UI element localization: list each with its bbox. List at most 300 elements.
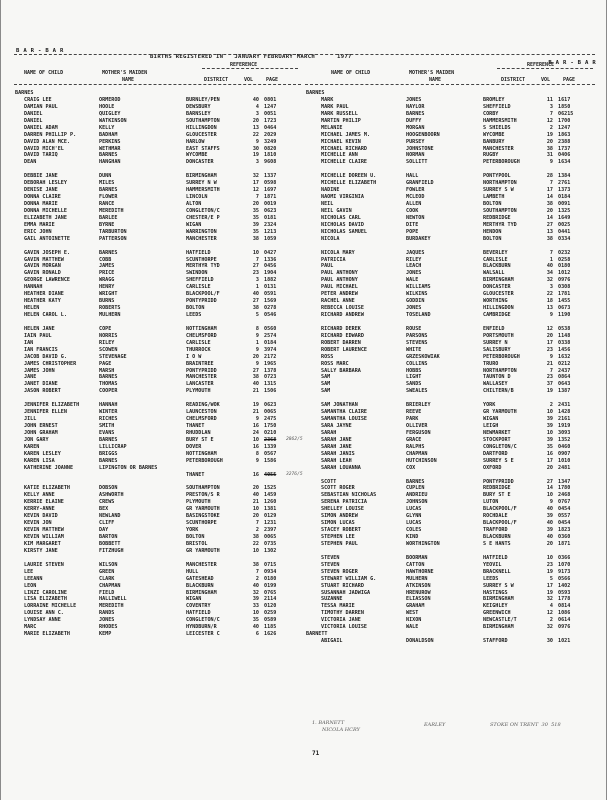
volume: 2 <box>549 402 553 409</box>
table-row <box>305 562 595 569</box>
volume: 18 <box>546 298 553 305</box>
mother-maiden-name: PARSONS <box>406 332 428 339</box>
volume: 32 <box>546 624 553 631</box>
volume: 22 <box>252 540 259 547</box>
page: 2574 <box>264 332 277 339</box>
page: 0120 <box>264 603 277 610</box>
mother-maiden-name: SANDS <box>406 381 422 388</box>
handwritten-note-name: 1. BARNETT <box>312 720 345 726</box>
page: 0406 <box>558 152 571 159</box>
table-row <box>14 347 301 354</box>
table-row <box>305 146 595 153</box>
table-row <box>14 118 301 125</box>
child-name: JANE <box>24 374 37 381</box>
mother-maiden-name: MCLEOD <box>406 194 425 201</box>
page: 2437 <box>558 367 571 374</box>
volume: 19 <box>546 131 553 138</box>
table-row <box>305 298 595 305</box>
volume: 14 <box>546 214 553 221</box>
page-number: 71 <box>312 750 320 757</box>
child-name: LOUISE ANN C. <box>24 610 64 617</box>
table-row <box>305 187 595 194</box>
volume: 32 <box>252 173 259 180</box>
volume: 16 <box>252 471 259 478</box>
page: 1059 <box>264 235 277 242</box>
page: 1339 <box>264 443 277 450</box>
page: 1021 <box>558 638 571 645</box>
district: MANCHESTER <box>483 145 514 152</box>
page: 0560 <box>264 325 277 332</box>
page: 1626 <box>264 631 277 638</box>
mother-maiden-name: SOLLITT <box>406 159 428 166</box>
surname-heading: BARNES <box>306 90 325 96</box>
table-row <box>305 263 595 270</box>
district: DARTFORD <box>483 450 508 457</box>
table-row <box>14 340 301 347</box>
page: 0801 <box>264 96 277 103</box>
entries <box>305 638 595 645</box>
mother-maiden-name: KEMP <box>99 631 112 638</box>
child-name: SCOTT <box>321 478 337 485</box>
table-row <box>14 305 301 312</box>
district: THANET <box>186 423 205 430</box>
page: 1871 <box>264 194 277 201</box>
mother-maiden-name: BEX <box>99 506 109 513</box>
table-row <box>14 146 301 153</box>
table-row <box>14 180 301 187</box>
page: 2324 <box>264 221 277 228</box>
table-row <box>14 298 301 305</box>
table-row <box>14 354 301 361</box>
child-name: SAM <box>321 374 331 381</box>
volume: 13 <box>546 228 553 235</box>
table-row <box>305 583 595 590</box>
child-name: MARC <box>24 624 37 631</box>
table-row <box>305 458 595 465</box>
mother-maiden-name: COX <box>406 464 416 471</box>
district: MERTHYR TYD <box>483 221 517 228</box>
table-row <box>305 340 595 347</box>
volume: 10 <box>252 506 259 513</box>
page: 1347 <box>558 478 571 485</box>
table-row <box>305 534 595 541</box>
child-name: RACHEL ANNE <box>321 298 355 305</box>
volume: 31 <box>546 152 553 159</box>
header-mothers-maiden-name: NAME <box>122 77 135 83</box>
group-gap <box>305 166 595 173</box>
child-name: JACOB DAVID G. <box>24 353 67 360</box>
child-name: DANIEL ADAM <box>24 124 58 131</box>
page: 1070 <box>558 561 571 568</box>
mother-maiden-name: NIXON <box>406 617 422 624</box>
child-name: RICHARD EDWARD <box>321 332 364 339</box>
table-row <box>305 284 595 291</box>
header-reference: REFERENCE <box>230 62 258 68</box>
page: 1148 <box>558 332 571 339</box>
district: CAMBRIDGE <box>483 312 511 319</box>
table-row <box>14 402 301 409</box>
volume: 35 <box>252 207 259 214</box>
district: ALTON <box>186 201 202 208</box>
reference-divider <box>497 68 593 69</box>
child-name: KERRY-ANNE <box>24 506 55 513</box>
child-name: ROSS <box>321 353 334 360</box>
volume: 21 <box>252 388 259 395</box>
district: WORTHING <box>483 298 508 305</box>
table-row <box>14 610 301 617</box>
mother-maiden-name: MILES <box>99 180 115 187</box>
volume: 2 <box>549 617 553 624</box>
district: READING/WOK <box>186 402 220 409</box>
table-row <box>14 534 301 541</box>
child-name: KAREN LESLEY <box>24 450 61 457</box>
table-row <box>305 270 595 277</box>
volume: 40 <box>546 520 553 527</box>
table-row <box>14 291 301 298</box>
table-row <box>14 569 301 576</box>
mother-maiden-name: FLOWER <box>99 194 118 201</box>
mother-maiden-name: NAYLOR <box>406 103 425 110</box>
table-row <box>305 444 595 451</box>
volume: 17 <box>546 187 553 194</box>
mother-maiden-name: BARNES <box>99 152 118 159</box>
table-row <box>305 492 595 499</box>
page: 1871 <box>558 540 571 547</box>
child-name: DANIEL <box>24 110 43 117</box>
table-row <box>305 257 595 264</box>
page: 2172 <box>264 353 277 360</box>
page: 0623 <box>264 402 277 409</box>
district: PETERBOROUGH <box>483 353 520 360</box>
group-gap <box>305 243 595 250</box>
mother-maiden-name: BARNES <box>99 436 118 443</box>
volume: 19 <box>252 152 259 159</box>
mother-maiden-name: BARNES <box>99 187 118 194</box>
district: PONTYPOOL <box>483 173 511 180</box>
child-name: NADINE <box>321 187 340 194</box>
volume: 11 <box>546 96 553 103</box>
district: STAFFORD <box>483 638 508 645</box>
page: 1231 <box>264 520 277 527</box>
volume: 39 <box>546 423 553 430</box>
district: HATFIELD <box>483 554 508 561</box>
volume: 40 <box>252 96 259 103</box>
district: BLACKBURN <box>483 534 511 541</box>
mother-maiden-name: STEVENAGE <box>99 353 127 360</box>
page: 0557 <box>558 513 571 520</box>
page: 0460 <box>558 443 571 450</box>
district: CARLISLE <box>186 284 211 291</box>
child-name: KEVIN JON <box>24 520 52 527</box>
mother-maiden-name: RICHES <box>99 416 118 423</box>
table-row <box>14 139 301 146</box>
mother-maiden-name: COLLINS <box>406 360 428 367</box>
district: YORK <box>186 527 199 534</box>
group-gap <box>305 395 595 402</box>
district: SURREY S W <box>483 187 514 194</box>
mother-maiden-name: ROUSE <box>406 325 422 332</box>
table-row <box>305 215 595 222</box>
page: 1697 <box>264 187 277 194</box>
table-row <box>14 263 301 270</box>
child-name: STEWART WILLIAM G. <box>321 575 377 582</box>
mother-maiden-name: BRIGGS <box>99 450 118 457</box>
district: SOUTHAMPTON <box>483 207 517 214</box>
district: LEEDS <box>186 312 202 319</box>
mother-maiden-name: DUFFY <box>406 117 422 124</box>
district: LINCOLN <box>186 194 208 201</box>
volume: 16 <box>252 423 259 430</box>
header-name-of-child: NAME OF CHILD <box>331 70 371 76</box>
child-name: DENISE JANE <box>24 187 58 194</box>
page: 0614 <box>558 617 571 624</box>
district: DONCASTER <box>483 284 511 291</box>
district: CONGLETON/C <box>186 617 220 624</box>
page: 3974 <box>264 346 277 353</box>
child-name: JAMES JOHN <box>24 367 55 374</box>
child-name: NICHOLAS DAVID <box>321 221 364 228</box>
table-row <box>305 423 595 430</box>
district: BIRMINGHAM <box>483 596 514 603</box>
page: 9608 <box>264 159 277 166</box>
district: PETERBOROUGH <box>186 457 223 464</box>
mother-maiden-name: BYRNE <box>99 221 115 228</box>
child-name: HANNAH <box>24 284 43 291</box>
volume: 38 <box>252 305 259 312</box>
table-row <box>305 222 595 229</box>
volume: 10 <box>252 249 259 256</box>
table-row <box>305 499 595 506</box>
child-name: NEIL <box>321 201 334 208</box>
table-row <box>14 326 301 333</box>
table-row <box>305 506 595 513</box>
child-name: DARREN PHILLIP P. <box>24 131 77 138</box>
volume: 13 <box>252 124 259 131</box>
header-page: PAGE <box>563 77 576 83</box>
table-row <box>305 152 595 159</box>
district: PONTYPRIDD <box>483 478 514 485</box>
divider <box>305 84 595 85</box>
table-row <box>305 610 595 617</box>
child-name: LEE <box>24 568 34 575</box>
child-name: TIMOTHY DARREN <box>321 610 364 617</box>
volume: 33 <box>252 603 259 610</box>
table-row <box>305 305 595 312</box>
child-name: MICHAEL RICHARD <box>321 145 368 152</box>
group-gap <box>305 472 595 479</box>
group-gap <box>14 166 301 173</box>
table-row <box>305 250 595 257</box>
mother-maiden-name: HAWTHORNE <box>406 568 434 575</box>
mother-maiden-name: ATKINSON <box>406 582 431 589</box>
district: I O W <box>186 353 202 360</box>
page: 0593 <box>558 589 571 596</box>
mother-maiden-name: HANNAH <box>99 402 118 409</box>
mother-maiden-name: SCOWEN <box>99 346 118 353</box>
table-row <box>305 374 595 381</box>
volume: 39 <box>546 436 553 443</box>
table-row <box>305 569 595 576</box>
table-row <box>305 180 595 187</box>
volume: 13 <box>546 305 553 312</box>
page: 2368 <box>264 436 277 443</box>
page: 1965 <box>264 360 277 367</box>
volume: 12 <box>546 117 553 124</box>
mother-maiden-name: COBB <box>99 256 112 263</box>
child-name: LISA ELIZABETH <box>24 596 67 603</box>
child-name: SAMANTHA LOUISE <box>321 416 368 423</box>
child-name: MICHELLE DOREEN U. <box>321 173 377 180</box>
child-name: LINZI CAROLINE <box>24 589 67 596</box>
volume: 2 <box>255 575 259 582</box>
header-vol: VOL <box>541 77 551 83</box>
mother-maiden-name: BARTON <box>99 534 118 541</box>
district: SURREY S E <box>483 457 514 464</box>
page: 1260 <box>264 499 277 506</box>
mother-maiden-name: QUIGLEY <box>99 110 121 117</box>
volume: 32 <box>252 589 259 596</box>
volume: 27 <box>252 367 259 374</box>
mother-maiden-name: JONES <box>406 305 422 312</box>
mother-maiden-name: CLIFF <box>99 520 115 527</box>
volume: 3 <box>549 284 553 291</box>
district: REDBRIDGE <box>483 214 511 221</box>
district: BLACKPOOL/F <box>483 520 517 527</box>
page: 1780 <box>558 485 571 492</box>
volume: 27 <box>252 298 259 305</box>
mother-maiden-name: KIND <box>406 534 419 541</box>
child-name: ROBERT LAURENCE <box>321 346 368 353</box>
volume: 37 <box>546 381 553 388</box>
mother-maiden-name: SMITH <box>99 423 115 430</box>
volume: 9 <box>549 159 553 166</box>
mother-maiden-name: KELLY <box>99 124 115 131</box>
page: 1737 <box>558 145 571 152</box>
district: YORK <box>483 402 496 409</box>
mother-maiden-name: JONES <box>99 617 115 624</box>
district: MANCHESTER <box>186 374 217 381</box>
header-reference: REFERENCE <box>527 62 555 68</box>
child-name: CRAIG LEE <box>24 96 52 103</box>
table-row <box>305 132 595 139</box>
mother-maiden-name: WILLIAMS <box>406 284 431 291</box>
page: 0673 <box>558 305 571 312</box>
district: THANET <box>186 471 205 478</box>
district: GLOUCESTER <box>186 131 217 138</box>
district: MANCHESTER <box>186 561 217 568</box>
page: 0598 <box>264 180 277 187</box>
child-name: JANET DIANE <box>24 381 58 388</box>
district: OXFORD <box>483 464 502 471</box>
district: SHEFFIELD <box>483 103 511 110</box>
mother-maiden-name: MULHERN <box>99 312 121 319</box>
mother-maiden-name: LIGHT <box>406 374 422 381</box>
page: 0180 <box>264 575 277 582</box>
district: PONTYPRIDD <box>186 298 217 305</box>
child-name: MICHAEL KEVIN <box>321 138 361 145</box>
district: LUTON <box>483 499 499 506</box>
volume: 27 <box>546 478 553 485</box>
child-name: GAVIN MATTHEW <box>24 256 64 263</box>
mother-maiden-name: BURNS <box>99 298 115 305</box>
table-row <box>305 194 595 201</box>
district: PORTSMOUTH <box>483 332 514 339</box>
page: 0019 <box>264 201 277 208</box>
child-name: DAVID TARIQ <box>24 152 58 159</box>
volume: 2 <box>549 124 553 131</box>
mother-maiden-name: JONES <box>406 96 422 103</box>
table-row <box>305 451 595 458</box>
page: 0767 <box>558 499 571 506</box>
district: NOTTINGHAM <box>186 325 217 332</box>
page: 0338 <box>558 339 571 346</box>
volume: 12 <box>546 325 553 332</box>
district: LANCASTER <box>186 381 214 388</box>
district: HYNDBURN/R <box>186 624 217 631</box>
child-name: SALLY BARBARA <box>321 367 361 374</box>
volume: 35 <box>546 443 553 450</box>
mother-maiden-name: TARBURTON <box>99 228 127 235</box>
page: 1352 <box>558 436 571 443</box>
volume: 4 <box>255 103 259 110</box>
volume: 1 <box>255 339 259 346</box>
mother-maiden-name: GRACE <box>406 436 422 443</box>
table-row <box>14 472 301 479</box>
district: BROMLEY <box>483 96 505 103</box>
table-row <box>305 159 595 166</box>
child-name: STEPHEN LEE <box>321 534 355 541</box>
district: SURREY S W <box>483 582 514 589</box>
volume: 40 <box>252 291 259 298</box>
mother-maiden-name: COPE <box>99 325 112 332</box>
page: 1781 <box>558 291 571 298</box>
range-right: B A R - B A R <box>548 60 596 66</box>
mother-maiden-name: WILKINS <box>406 291 428 298</box>
page: 1384 <box>558 173 571 180</box>
table-row <box>305 638 595 645</box>
volume: 35 <box>252 617 259 624</box>
child-name: SAM <box>321 381 331 388</box>
volume: 21 <box>546 360 553 367</box>
page: 0814 <box>558 603 571 610</box>
child-name: MICHELLE ANN <box>321 152 358 159</box>
child-name: PETER ANDREW <box>321 291 358 298</box>
district: BURNLEY/PEN <box>186 96 220 103</box>
volume: 19 <box>546 589 553 596</box>
volume: 8 <box>255 325 259 332</box>
page: 1428 <box>558 409 571 416</box>
child-name: KEVIN MATTHEW <box>24 527 64 534</box>
district: S SHIELDS <box>483 124 511 131</box>
mother-maiden-name: WATKINSON <box>99 117 127 124</box>
mother-maiden-name: LUCAS <box>406 520 422 527</box>
district: DONCASTER <box>186 159 214 166</box>
volume: 3 <box>255 277 259 284</box>
table-row <box>305 513 595 520</box>
table-row <box>14 506 301 513</box>
page: 3249 <box>264 138 277 145</box>
child-name: STEVEN <box>321 561 340 568</box>
mother-maiden-name: MULHERN <box>406 575 428 582</box>
page: 0366 <box>558 554 571 561</box>
volume: 9 <box>255 346 259 353</box>
child-name: KEVIN WILLIAM <box>24 534 64 541</box>
mother-maiden-name: ASHWORTH <box>99 492 124 499</box>
page: 1810 <box>264 152 277 159</box>
child-name: JILL <box>24 416 37 423</box>
district: WIGAN <box>483 416 499 423</box>
mother-maiden-name: BARNES <box>99 457 118 464</box>
